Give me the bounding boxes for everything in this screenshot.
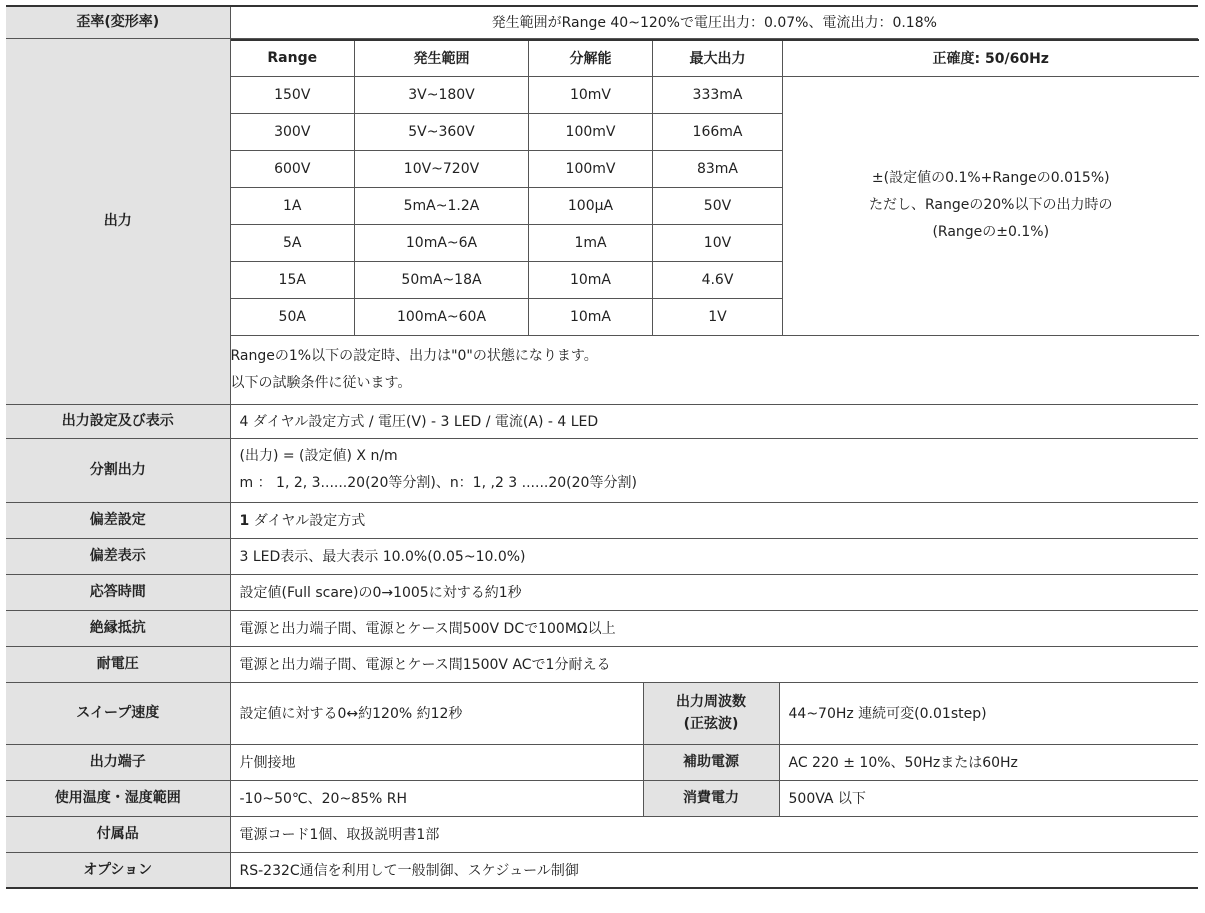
- power-consumption-label: 消費電力: [643, 780, 779, 816]
- max-output-cell: 333mA: [653, 76, 783, 113]
- resolution-cell: 1mA: [529, 224, 653, 261]
- distortion-value: 発生範囲がRange 40~120%で電圧出力：0.07%、電流出力：0.18%: [230, 6, 1198, 38]
- generation-range-cell: 5mA~1.2A: [355, 187, 529, 224]
- header-generation-range: 発生範囲: [355, 40, 529, 77]
- display-label: 出力設定及び表示: [6, 404, 230, 438]
- resolution-cell: 100mV: [529, 150, 653, 187]
- max-output-cell: 10V: [653, 224, 783, 261]
- row-display: [6, 404, 1198, 438]
- row-divided-output: [6, 438, 1198, 502]
- range-cell: 1A: [231, 187, 355, 224]
- deviation-setting-label: 偏差設定: [6, 502, 230, 538]
- output-spec-cell: [230, 38, 1198, 404]
- withstand-label: 耐電圧: [6, 646, 230, 682]
- divided-value: [230, 438, 1198, 502]
- divided-line: (出力) = (設定値) X n/m: [239, 448, 398, 464]
- max-output-cell: 4.6V: [653, 261, 783, 298]
- row-terminal: [6, 744, 1198, 780]
- row-deviation-setting: [6, 502, 1198, 538]
- max-output-cell: 1V: [653, 298, 783, 335]
- withstand-value: 電源と出力端子間、電源とケース間1500V ACで1分耐える: [230, 646, 1198, 682]
- row-accessories: [6, 816, 1198, 852]
- range-cell: 5A: [231, 224, 355, 261]
- frequency-label-line: (正弦波): [683, 716, 739, 732]
- row-insulation: [6, 610, 1198, 646]
- resolution-cell: 10mV: [529, 76, 653, 113]
- aux-power-value: AC 220 ± 10%、50Hzまたは60Hz: [779, 744, 1198, 780]
- option-value: RS-232C通信を利用して一般制御、スケジュール制御: [230, 852, 1198, 888]
- insulation-label: 絶縁抵抗: [6, 610, 230, 646]
- header-accuracy: 正確度: 50/60Hz: [783, 40, 1199, 77]
- max-output-cell: 50V: [653, 187, 783, 224]
- header-resolution: 分解能: [529, 40, 653, 77]
- divided-label: 分割出力: [6, 438, 230, 502]
- range-cell: 15A: [231, 261, 355, 298]
- deviation-setting-value: [230, 502, 1198, 538]
- row-temperature: [6, 780, 1198, 816]
- frequency-value: 44~70Hz 連続可変(0.01step): [779, 682, 1198, 744]
- sweep-label: スイープ速度: [6, 682, 230, 744]
- generation-range-cell: 5V~360V: [355, 113, 529, 150]
- response-label: 応答時間: [6, 574, 230, 610]
- max-output-cell: 166mA: [653, 113, 783, 150]
- accessories-value: 電源コード1個、取扱説明書1部: [230, 816, 1198, 852]
- resolution-cell: 100mV: [529, 113, 653, 150]
- frequency-label: [643, 682, 779, 744]
- response-value: 設定値(Full scare)の0→1005に対する約1秒: [230, 574, 1198, 610]
- terminal-value: 片側接地: [230, 744, 643, 780]
- range-cell: 50A: [231, 298, 355, 335]
- header-range: Range: [231, 40, 355, 77]
- terminal-label: 出力端子: [6, 744, 230, 780]
- power-consumption-value: 500VA 以下: [779, 780, 1198, 816]
- generation-range-cell: 10V~720V: [355, 150, 529, 187]
- row-distortion: [6, 6, 1198, 38]
- temperature-label: 使用温度・湿度範囲: [6, 780, 230, 816]
- accuracy-cell: [783, 76, 1199, 335]
- resolution-cell: 10mA: [529, 298, 653, 335]
- sweep-value: 設定値に対する0↔約120% 約12秒: [230, 682, 643, 744]
- max-output-cell: 83mA: [653, 150, 783, 187]
- accuracy-line: ただし、Rangeの20%以下の出力時の: [869, 197, 1113, 213]
- option-label: オプション: [6, 852, 230, 888]
- row-deviation-display: [6, 538, 1198, 574]
- output-notes-row: [231, 335, 1199, 404]
- display-value: 4 ダイヤル設定方式 / 電圧(V) - 3 LED / 電流(A) - 4 LED: [230, 404, 1198, 438]
- header-max-output: 最大出力: [653, 40, 783, 77]
- row-option: [6, 852, 1198, 888]
- accuracy-line: (Rangeの±0.1%): [932, 224, 1050, 240]
- row-withstand-voltage: [6, 646, 1198, 682]
- temperature-value: -10~50℃、20~85% RH: [230, 780, 643, 816]
- generation-range-cell: 10mA~6A: [355, 224, 529, 261]
- accessories-label: 付属品: [6, 816, 230, 852]
- range-cell: 600V: [231, 150, 355, 187]
- generation-range-cell: 50mA~18A: [355, 261, 529, 298]
- generation-range-cell: 3V~180V: [355, 76, 529, 113]
- row-response-time: [6, 574, 1198, 610]
- output-range-table: [231, 39, 1199, 404]
- output-label: 出力: [6, 38, 230, 404]
- row-output: [6, 38, 1198, 404]
- output-notes: [231, 335, 1199, 404]
- aux-power-label: 補助電源: [643, 744, 779, 780]
- table-row: [231, 76, 1199, 113]
- accuracy-line: ±(設定値の0.1%+Rangeの0.015%): [871, 170, 1110, 186]
- deviation-setting-number: 1: [239, 513, 250, 529]
- divided-line: m ： 1, 2, 3......20(20等分割)、n：1, ,2 3 ......20(20等分割): [239, 475, 637, 491]
- resolution-cell: 100μA: [529, 187, 653, 224]
- generation-range-cell: 100mA~60A: [355, 298, 529, 335]
- output-header-row: [231, 40, 1199, 77]
- frequency-label-line: 出力周波数: [676, 694, 746, 710]
- deviation-display-label: 偏差表示: [6, 538, 230, 574]
- range-cell: 150V: [231, 76, 355, 113]
- spec-table: [6, 5, 1198, 889]
- resolution-cell: 10mA: [529, 261, 653, 298]
- insulation-value: 電源と出力端子間、電源とケース間500V DCで100MΩ以上: [230, 610, 1198, 646]
- deviation-setting-text: ダイヤル設定方式: [249, 513, 366, 529]
- deviation-display-value: 3 LED表示、最大表示 10.0%(0.05~10.0%): [230, 538, 1198, 574]
- output-note-line: 以下の試験条件に従います。: [230, 374, 412, 391]
- range-cell: 300V: [231, 113, 355, 150]
- distortion-label: 歪率(変形率): [6, 6, 230, 38]
- output-note-line: Rangeの1%以下の設定時、出力は"0"の状態になります。: [230, 347, 598, 364]
- row-sweep: [6, 682, 1198, 744]
